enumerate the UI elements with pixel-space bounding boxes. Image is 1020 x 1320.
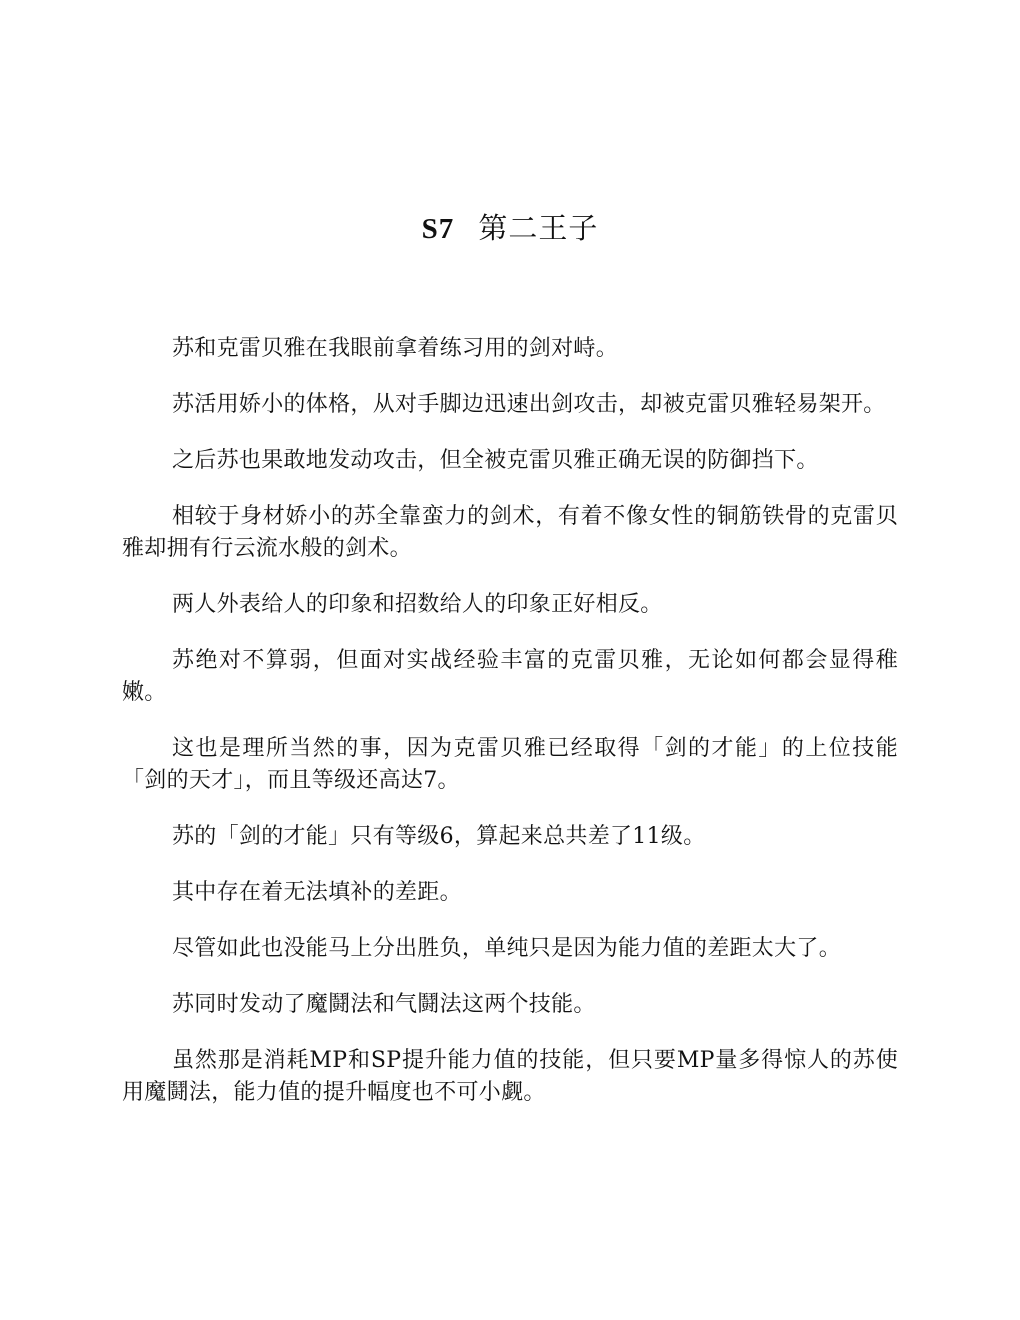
- chapter-title: 第二王子: [478, 211, 599, 245]
- paragraph: 其中存在着无法填补的差距。: [172, 880, 462, 905]
- paragraph: 苏活用娇小的体格，从对手脚边迅速出剑攻击，却被克雷贝雅轻易架开。: [172, 392, 886, 417]
- paragraph: 虽然那是消耗MP和SP提升能力值的技能，但只要MP量多得惊人的苏使用魔鬪法，能力值的提升幅度也不可小觑。: [122, 1048, 898, 1105]
- paragraph: 两人外表给人的印象和招数给人的印象正好相反。: [172, 592, 663, 617]
- chapter-number: S7: [421, 213, 455, 245]
- paragraph: 这也是理所当然的事，因为克雷贝雅已经取得「剑的才能」的上位技能「剑的天才」，而且等级还高达7。: [122, 736, 898, 793]
- chapter-body: [122, 333, 898, 1133]
- paragraph: 之后苏也果敢地发动攻击，但全被克雷贝雅正确无误的防御挡下。: [172, 448, 819, 473]
- paragraph: 苏和克雷贝雅在我眼前拿着练习用的剑对峙。: [172, 336, 619, 361]
- paragraph: 苏的「剑的才能」只有等级6，算起来总共差了11级。: [172, 824, 706, 849]
- paragraph: 相较于身材娇小的苏全靠蛮力的剑术，有着不像女性的铜筋铁骨的克雷贝雅却拥有行云流水般的剑术。: [122, 504, 898, 561]
- paragraph: 苏绝对不算弱，但面对实战经验丰富的克雷贝雅，无论如何都会显得稚嫩。: [122, 648, 898, 705]
- paragraph: 尽管如此也没能马上分出胜负，单纯只是因为能力值的差距太大了。: [172, 936, 842, 961]
- paragraph: 苏同时发动了魔鬪法和气鬪法这两个技能。: [172, 992, 596, 1017]
- chapter-heading: [0, 206, 1020, 251]
